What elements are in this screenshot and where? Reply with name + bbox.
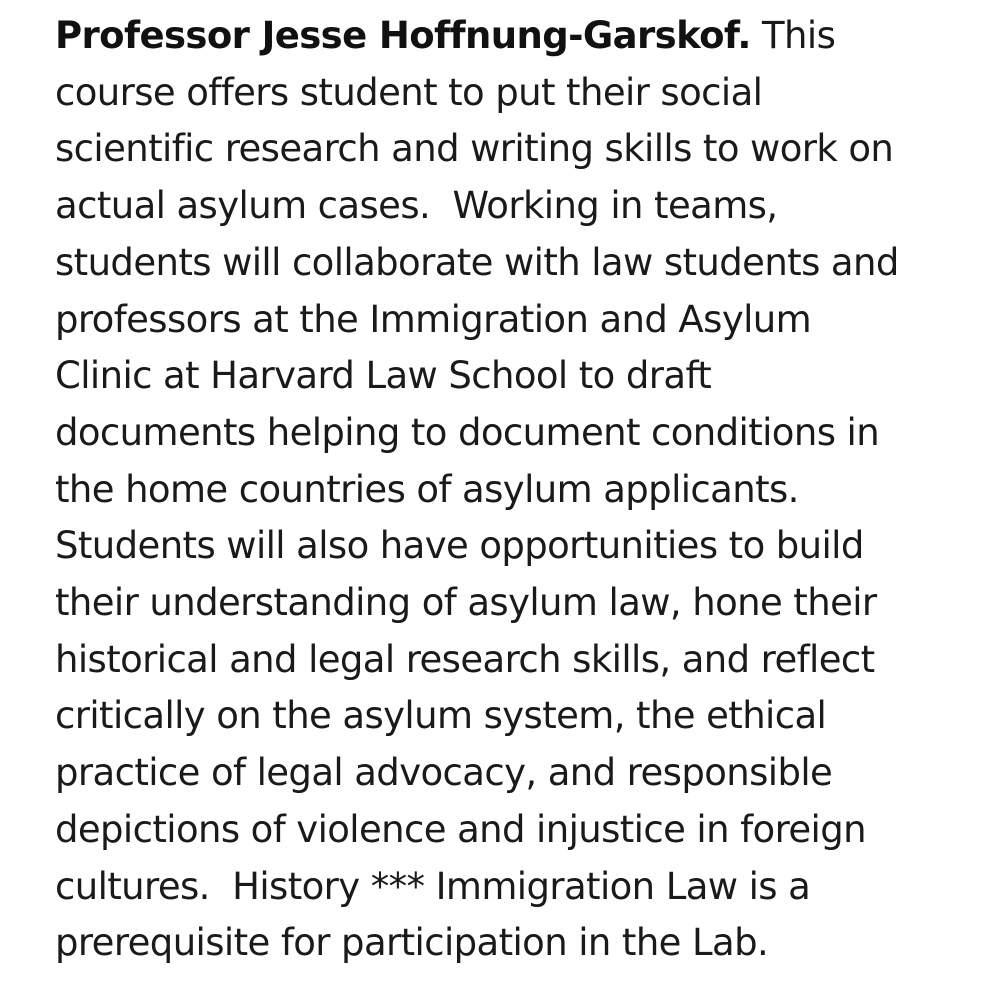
description-line: the home countries of asylum applicants. [55,467,799,511]
course-description [55,8,965,972]
description-line: prerequisite for participation in the Lab. [55,921,769,965]
description-line: Students will also have opportunities to build [55,524,864,568]
description-line: scientific research and writing skills to work on [55,127,894,171]
description-line: their understanding of asylum law, hone their [55,581,877,625]
description-line: professors at the Immigration and Asylum [55,297,812,341]
description-line: course offers student to put their social [55,70,763,114]
description-line: depictions of violence and injustice in foreign [55,807,866,851]
description-line: practice of legal advocacy, and responsible [55,751,833,795]
description-line: students will collaborate with law students and [55,240,899,284]
description-line: actual asylum cases. Working in teams, [55,184,778,228]
professor-name: Professor Jesse Hoffnung-Garskof. [55,14,751,57]
description-line: documents helping to document conditions in [55,410,880,454]
description-text: This [750,14,836,57]
description-line: critically on the asylum system, the ethical [55,694,827,738]
description-line: historical and legal research skills, and reflect [55,637,875,681]
description-line: Clinic at Harvard Law School to draft [55,354,712,398]
description-line: cultures. History *** Immigration Law is a [55,864,811,908]
description-line [55,8,965,65]
